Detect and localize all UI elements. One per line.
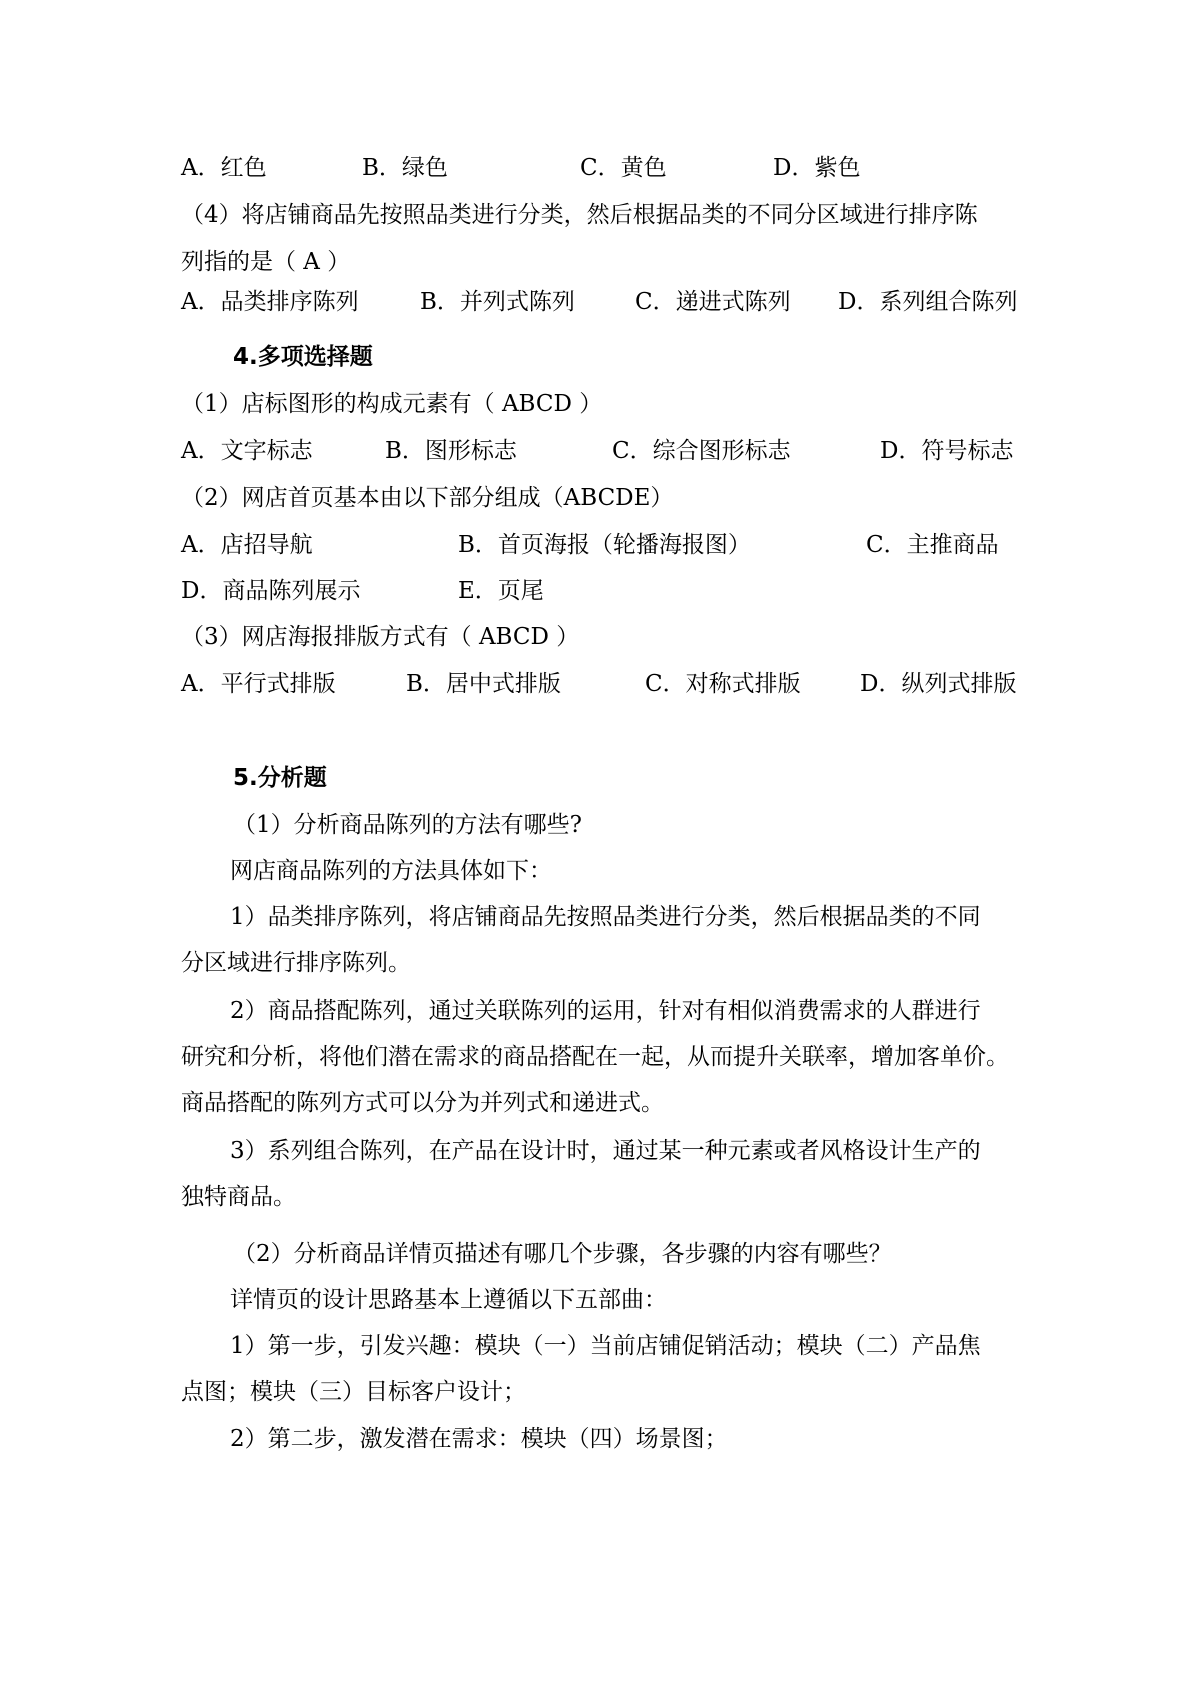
s4-q2-option-c: C．主推商品: [866, 532, 999, 558]
s4-q2-stem: （2）网店首页基本由以下部分组成（ABCDE）: [181, 485, 674, 511]
q3-option-c: C．黄色: [580, 155, 667, 181]
s4-q1-option-b: B．图形标志: [385, 438, 517, 464]
s5-q1-question: （1）分析商品陈列的方法有哪些?: [233, 812, 582, 838]
s5-q2-question: （2）分析商品详情页描述有哪几个步骤，各步骤的内容有哪些？: [233, 1241, 892, 1267]
q4-option-d: D．系列组合陈列: [838, 289, 1018, 315]
s4-q3-option-c: C．对称式排版: [645, 671, 801, 697]
s5-q1-p3-line1: 3）系列组合陈列，在产品在设计时，通过某一种元素或者风格设计生产的: [230, 1138, 981, 1164]
q4-stem-line1: （4）将店铺商品先按照品类进行分类，然后根据品类的不同分区域进行排序陈: [181, 202, 978, 228]
q4-option-c: C．递进式陈列: [635, 289, 791, 315]
s4-q2-option-a: A．店招导航: [181, 532, 313, 558]
s5-q1-p3-line2: 独特商品。: [181, 1184, 296, 1210]
s4-q3-stem: （3）网店海报排版方式有（ ABCD ）: [181, 624, 580, 650]
q3-option-d: D．紫色: [773, 155, 861, 181]
s5-q1-p1-line2: 分区域进行排序陈列。: [181, 950, 411, 976]
q4-option-b: B．并列式陈列: [420, 289, 575, 315]
s5-q2-p1-line1: 1）第一步，引发兴趣：模块（一）当前店铺促销活动；模块（二）产品焦: [230, 1333, 981, 1359]
s4-q1-option-c: C．综合图形标志: [612, 438, 791, 464]
s5-q2-p1-line2: 点图；模块（三）目标客户设计；: [181, 1379, 526, 1405]
s5-q1-p2-line3: 商品搭配的陈列方式可以分为并列式和递进式。: [181, 1090, 664, 1116]
s4-q3-option-a: A．平行式排版: [181, 671, 336, 697]
s4-q3-option-b: B．居中式排版: [406, 671, 561, 697]
q3-option-b: B．绿色: [362, 155, 448, 181]
s4-q1-stem: （1）店标图形的构成元素有（ ABCD ）: [181, 391, 603, 417]
s4-q2-option-e: E．页尾: [458, 578, 544, 604]
s4-q2-option-d: D．商品陈列展示: [181, 578, 361, 604]
s4-q1-option-a: A．文字标志: [181, 438, 313, 464]
section4-heading: 4.多项选择题: [233, 344, 373, 370]
s4-q2-option-b: B．首页海报（轮播海报图）: [458, 532, 751, 558]
s5-q1-p2-line1: 2）商品搭配陈列，通过关联陈列的运用，针对有相似消费需求的人群进行: [230, 998, 981, 1024]
s5-q1-p1-line1: 1）品类排序陈列，将店铺商品先按照品类进行分类，然后根据品类的不同: [230, 904, 981, 930]
s4-q1-option-d: D．符号标志: [880, 438, 1014, 464]
q3-option-a: A．红色: [181, 155, 267, 181]
section5-heading: 5.分析题: [233, 765, 327, 791]
s5-q2-p2-line1: 2）第二步，激发潜在需求：模块（四）场景图；: [230, 1426, 728, 1452]
s4-q3-option-d: D．纵列式排版: [860, 671, 1017, 697]
s5-q2-intro: 详情页的设计思路基本上遵循以下五部曲：: [230, 1287, 667, 1313]
q4-option-a: A．品类排序陈列: [181, 289, 359, 315]
s5-q1-p2-line2: 研究和分析，将他们潜在需求的商品搭配在一起，从而提升关联率，增加客单价。: [181, 1044, 1009, 1070]
s5-q1-intro: 网店商品陈列的方法具体如下：: [230, 858, 552, 884]
q4-stem-line2: 列指的是（ A ）: [181, 249, 351, 275]
